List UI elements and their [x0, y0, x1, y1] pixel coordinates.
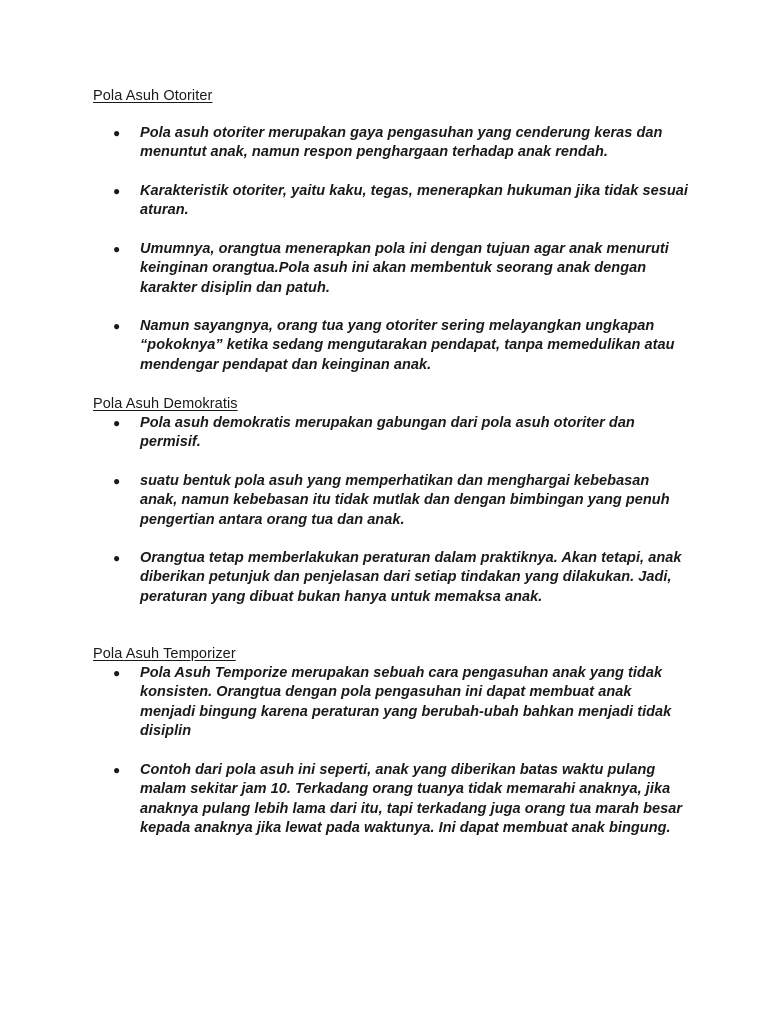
list-item-text: suatu bentuk pola asuh yang memperhatikan dan menghargai kebebasan anak, namun kebebasan itu tidak mutlak dan dengan bimbingan yang penuh pengertian antara orang tua dan anak. [140, 473, 670, 528]
section-heading-demokratis: Pola Asuh Demokratis [93, 396, 238, 412]
list-item-text: Contoh dari pola asuh ini seperti, anak yang diberikan batas waktu pulang malam sekitar jam 10. Terkadang orang tuanya tidak memarahi anaknya, jika anaknya pulang lebih lama dari itu, tapi terkadang juga orang tua marah besar kepada anaknya jika lewat pada waktunya. Ini dapat membuat anak bingung. [140, 762, 683, 837]
bullet-icon: ● [113, 184, 121, 198]
list-item-text: Namun sayangnya, orang tua yang otoriter sering melayangkan ungkapan “pokoknya” ketika sedang mengutarakan pendapat, tanpa memedulikan atau mendengar pendapat dan keinginan anak. [140, 318, 675, 373]
bullet-icon: ● [113, 763, 121, 777]
bullet-icon: ● [113, 474, 121, 488]
bullet-icon: ● [113, 319, 121, 333]
bullet-icon: ● [113, 551, 121, 565]
list-item-text: Orangtua tetap memberlakukan peraturan dalam praktiknya. Akan tetapi, anak diberikan petunjuk dan penjelasan dari setiap tindakan yang dilakukan. Jadi, peraturan yang dibuat bukan hanya untuk memaksa anak. [140, 550, 682, 605]
bullet-icon: ● [113, 416, 121, 430]
list-item-text: Umumnya, orangtua menerapkan pola ini dengan tujuan agar anak menuruti keinginan orangtua.Pola asuh ini akan membentuk seorang anak dengan karakter disiplin dan patuh. [140, 241, 669, 296]
bullet-icon: ● [113, 126, 121, 140]
bullet-icon: ● [113, 666, 121, 680]
list-item-text: Pola asuh otoriter merupakan gaya pengasuhan yang cenderung keras dan menuntut anak, namun respon penghargaan terhadap anak rendah. [140, 125, 663, 161]
list-item-text: Pola Asuh Temporize merupakan sebuah cara pengasuhan anak yang tidak konsisten. Orangtua dengan pola pengasuhan ini dapat membuat anak menjadi bingung karena peraturan yang berubah-ubah bahkan menjadi tidak disiplin [140, 665, 672, 740]
section-heading-temporizer: Pola Asuh Temporizer [93, 646, 236, 662]
list-item-text: Pola asuh demokratis merupakan gabungan dari pola asuh otoriter dan permisif. [140, 415, 635, 451]
bullet-icon: ● [113, 242, 121, 256]
section-heading-otoriter: Pola Asuh Otoriter [93, 88, 213, 104]
list-item-text: Karakteristik otoriter, yaitu kaku, tegas, menerapkan hukuman jika tidak sesuai aturan. [140, 183, 688, 219]
